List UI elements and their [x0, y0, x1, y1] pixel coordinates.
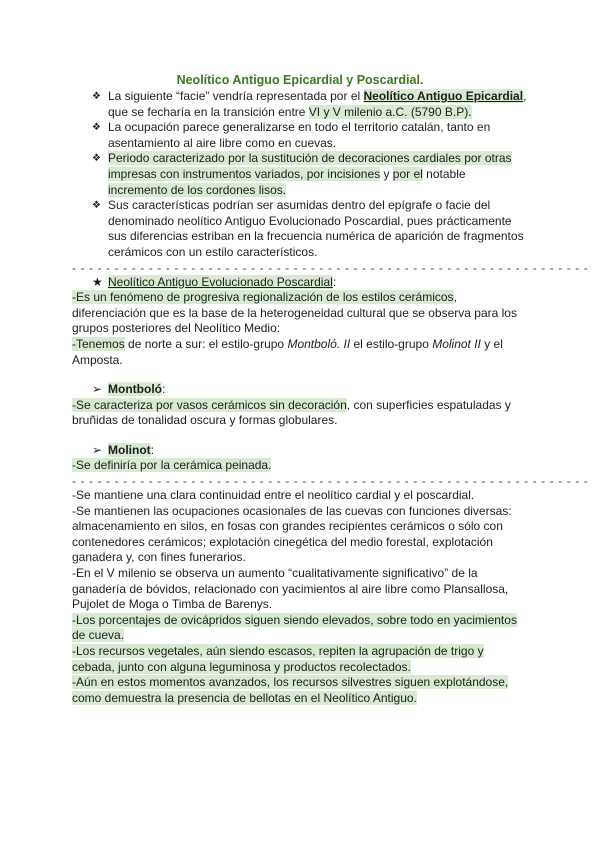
keyword-neolitico-epicardial: Neolítico Antiguo Epicardial	[363, 89, 524, 103]
list-item: ❖ La siguiente “facie” vendría representada por el Neolítico Antiguo Epicardial, que se fecharía en la transición entre VI y V milenio a.C. (5790 B.P).	[92, 89, 527, 119]
paragraph	[72, 613, 528, 644]
highlighted-text: -Es un fenómeno de progresiva regionalización de los estilos cerámicos	[72, 290, 454, 305]
diamond-bullet-icon: ❖	[92, 200, 101, 212]
section-heading-montbolo: ➢ Montboló:	[92, 382, 166, 397]
list-item: ❖ Periodo caracterizado por la sustitución de decoraciones cardiales por otras impresas con instrumentos variados, por incisiones y por el notable incremento de los cordones lisos.	[92, 151, 512, 197]
arrow-bullet-icon: ➢	[92, 442, 103, 457]
highlighted-text: -Los recursos vegetales, aún siendo escasos, repiten la agrupación de trigo y cebada, junto con alguna leguminosa y productos recolectados.	[72, 644, 484, 674]
page-title: Neolítico Antiguo Epicardial y Poscardial.	[176, 73, 424, 87]
paragraph: -Se mantiene una clara continuidad entre el neolítico cardial y el poscardial.	[72, 488, 475, 503]
paragraph: -En el V milenio se observa un aumento “cualitativamente significativo” de la ganadería de bóvidos, relacionado con yacimientos al aire libre como Plansallosa, Pujolet de Moga o Timba de Barenys.	[72, 566, 509, 612]
star-bullet-icon: ★	[92, 274, 103, 289]
arrow-bullet-icon: ➢	[92, 382, 103, 397]
dashed-divider: - - - - - - - - - - - - - - - - - - - - - - - - - - - - - - - - - - - - - - - - - - - - - - - - - - - - - - - - - - - - -	[72, 260, 589, 275]
highlighted-text: -Se caracteriza por vasos cerámicos sin decoración	[72, 397, 347, 412]
highlighted-text: VI y V milenio a.C. (5790 B.P).	[308, 104, 472, 119]
highlighted-text: incremento de los cordones lisos.	[108, 182, 287, 197]
document-page	[72, 72, 589, 706]
highlighted-text: -Los porcentajes de ovicápridos siguen siendo elevados, sobre todo en yacimientos de cueva.	[72, 612, 517, 643]
highlighted-text: por el	[392, 166, 423, 181]
paragraph	[72, 675, 528, 706]
intro-bullet-list	[72, 89, 528, 261]
diamond-bullet-icon: ❖	[92, 153, 101, 165]
section-heading-evolucionado: ★ Neolítico Antiguo Evolucionado Poscardial:	[92, 274, 337, 289]
paragraph: -Se caracteriza por vasos cerámicos sin decoración, con superficies espatuladas y bruñidas de tonalidad oscura y formas globulares.	[72, 397, 511, 428]
paragraph: -Es un fenómeno de progresiva regionalización de los estilos cerámicos, diferenciación que es la base de la heterogeneidad cultural que se observa para los grupos posteriores del Neolítico Medio:	[72, 290, 517, 336]
paragraph	[72, 644, 528, 675]
diamond-bullet-icon: ❖	[92, 122, 101, 134]
paragraph: -Se mantienen las ocupaciones ocasionales de las cuevas con funciones diversas: almacenamiento en silos, en fosas con grandes recipientes cerámicos o sólo con contenedores cerámicos; explotación cinegética del medio forestal, explotación ganadera y, con fines funerarios.	[72, 503, 512, 565]
highlighted-text: -Aún en estos momentos avanzados, los recursos silvestres siguen explotándose, como demuestra la presencia de bellotas en el Neolítico Antiguo.	[72, 675, 509, 705]
highlighted-text: -Tenemos	[72, 336, 125, 351]
dashed-divider: - - - - - - - - - - - - - - - - - - - - - - - - - - - - - - - - - - - - - - - - - - - - - - - - - - - - - - - - - - - - -	[72, 474, 589, 489]
list-item: ❖ La ocupación parece generalizarse en todo el territorio catalán, tanto en asentamiento al aire libre como en cuevas.	[92, 120, 491, 150]
diamond-bullet-icon: ❖	[92, 91, 101, 102]
paragraph: -Tenemos de norte a sur: el estilo-grupo Montboló. II el estilo-grupo Molinot II y el Amposta.	[72, 336, 503, 367]
highlighted-text: Periodo caracterizado por la sustitución de decoraciones cardiales por otras impresas con instrumentos variados, por incisiones	[108, 151, 512, 181]
highlighted-text: -Se definiría por la cerámica peinada.	[72, 458, 272, 473]
paragraph	[72, 458, 528, 474]
section-heading-molinot: ➢ Molinot:	[92, 442, 154, 457]
list-item: ❖ Sus características podrían ser asumidas dentro del epígrafe o facie del denominado neolítico Antiguo Evolucionado Poscardial, pues prácticamente sus diferencias estriban en la frecuencia numérica de aparición de fragmentos cerámicos con un estilo característicos.	[92, 198, 524, 259]
